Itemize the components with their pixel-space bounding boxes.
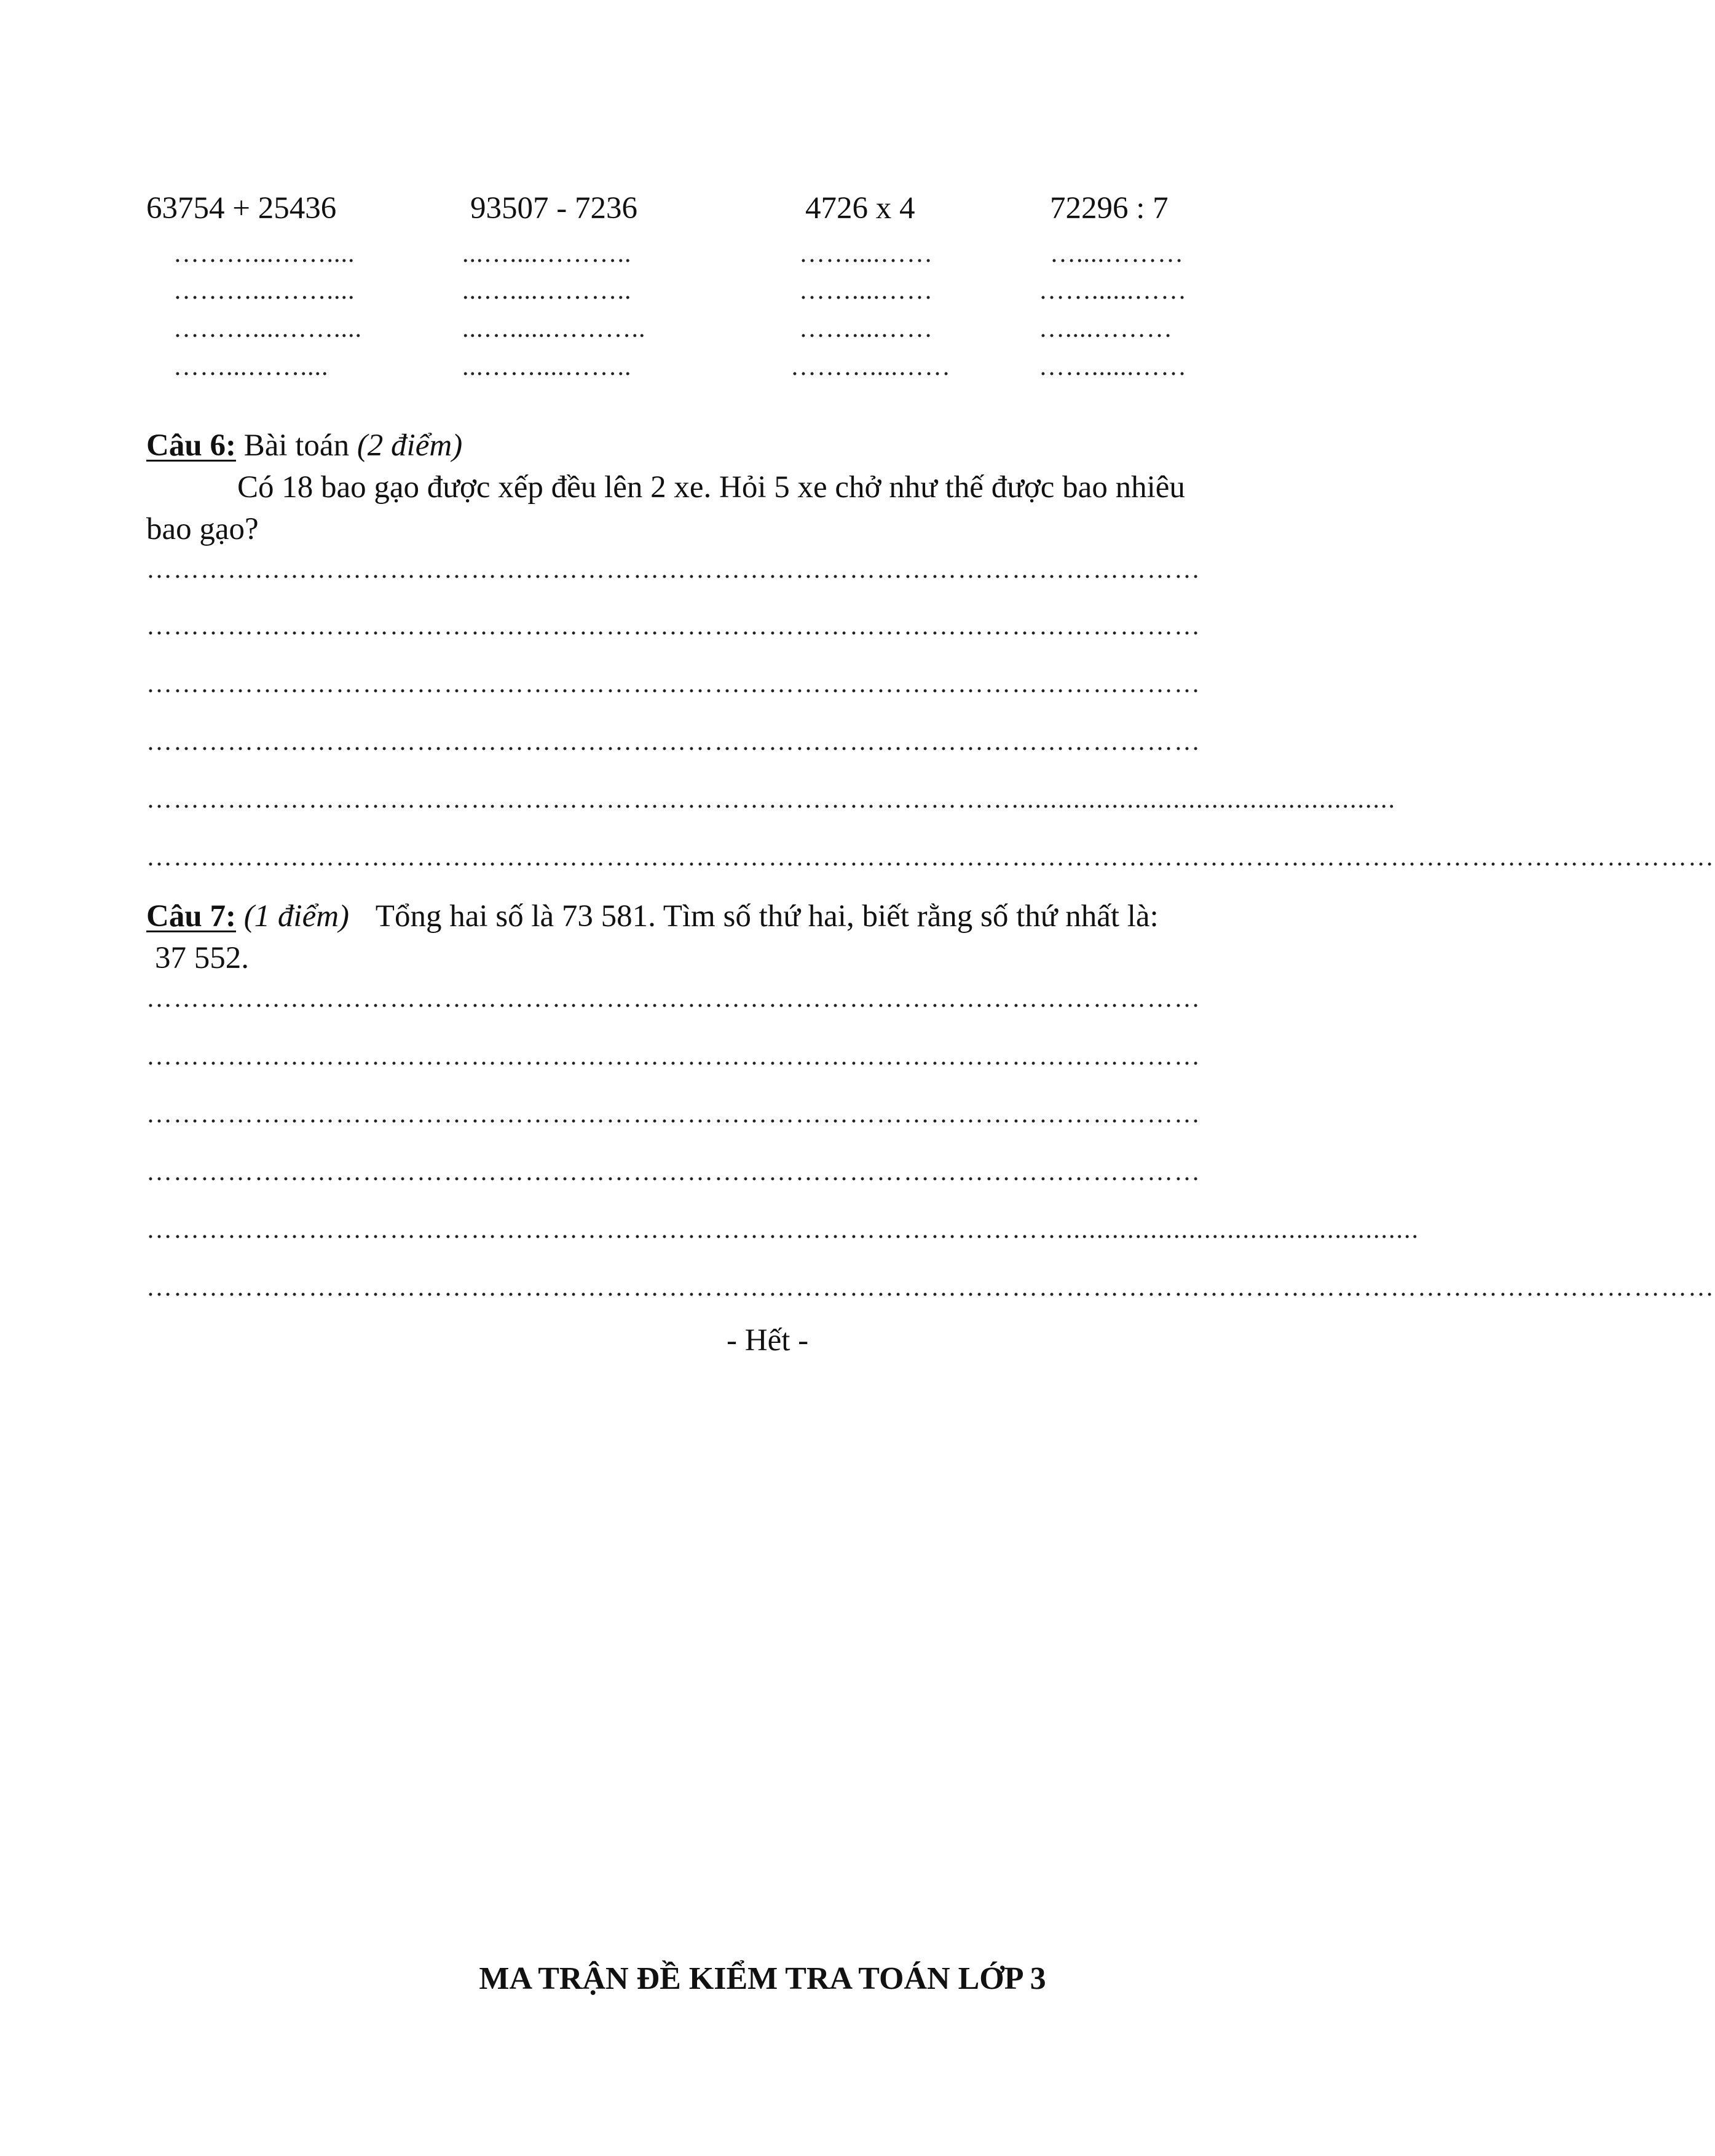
answer-line: ………………………………………………………………………………………….............................................. — [146, 1216, 1419, 1244]
question-7-header — [146, 901, 1159, 932]
answer-line: ……………………………………………………………………………………………………… — [146, 1100, 1201, 1128]
calc-work-line: ………....…… — [790, 353, 951, 381]
calc-work-line: ...…....……….. — [462, 240, 632, 268]
calc-work-line: ……...…….... — [173, 353, 329, 381]
calc-work-line: ………...…….... — [173, 277, 355, 305]
question-6-title: Bài toán — [235, 428, 357, 463]
question-6-label: Câu 6: — [146, 428, 236, 463]
calc-expression-2: 93507 - 7236 — [470, 191, 637, 226]
next-section-title: MA TRẬN ĐỀ KIỂM TRA TOÁN LỚP 3 — [479, 1961, 1046, 1996]
calc-work-line: ……....…… — [799, 240, 933, 268]
calc-work-line: ………...…….... — [173, 240, 355, 268]
question-6-header — [146, 430, 462, 462]
question-6-text-cont: bao gạo? — [146, 512, 259, 546]
answer-line: ………………………………………………………………………………………………………………………………………………………… — [146, 1273, 1715, 1302]
question-7-label: Câu 7: — [146, 899, 236, 934]
question-7-text-cont: 37 552. — [155, 941, 249, 975]
calc-work-line: ………....…….... — [173, 315, 362, 343]
question-6-text: Có 18 bao gạo được xếp đều lên 2 xe. Hỏi 5 xe chở như thế được bao nhiêu — [237, 470, 1185, 505]
calc-work-line: …....……… — [1039, 315, 1173, 343]
question-6-points: (2 điểm) — [357, 428, 463, 463]
answer-line: ……………………………………………………………………………………………………… — [146, 612, 1201, 640]
calc-work-line: ……......…… — [1039, 277, 1187, 305]
answer-line: ……………………………………………………………………………………………………… — [146, 1042, 1201, 1071]
calc-work-line: ……....…… — [799, 315, 933, 343]
question-7-text: Tổng hai số là 73 581. Tìm số thứ hai, biết rằng số thứ nhất là: — [375, 899, 1159, 934]
answer-line: ……………………………………………………………………………………………………… — [146, 670, 1201, 698]
end-marker: - Hết - — [727, 1323, 809, 1358]
calc-expression-4: 72296 : 7 — [1050, 191, 1169, 226]
calc-work-line: ……....…… — [799, 277, 933, 305]
calc-expression-3: 4726 x 4 — [805, 191, 915, 226]
answer-line: …………………………………………………………………………………….................................................. — [146, 785, 1396, 814]
calc-work-line: ...…......……….. — [462, 315, 646, 343]
calc-work-line: ...……....…….. — [462, 353, 632, 381]
calc-work-line: ...…....……….. — [462, 277, 632, 305]
calc-work-line: …....……… — [1050, 240, 1184, 268]
answer-line: ……………………………………………………………………………………………………… — [146, 556, 1201, 584]
calc-expression-1: 63754 + 25436 — [146, 191, 337, 226]
answer-line: ……………………………………………………………………………………………………… — [146, 985, 1201, 1013]
question-7-points: (1 điểm) — [243, 899, 350, 934]
answer-line: ……………………………………………………………………………………………………… — [146, 1158, 1201, 1186]
calc-work-line: ……......…… — [1039, 353, 1187, 381]
answer-line: ……………………………………………………………………………………………………… — [146, 728, 1201, 756]
answer-line: ………………………………………………………………………………………………………………………………………………………… — [146, 843, 1715, 871]
